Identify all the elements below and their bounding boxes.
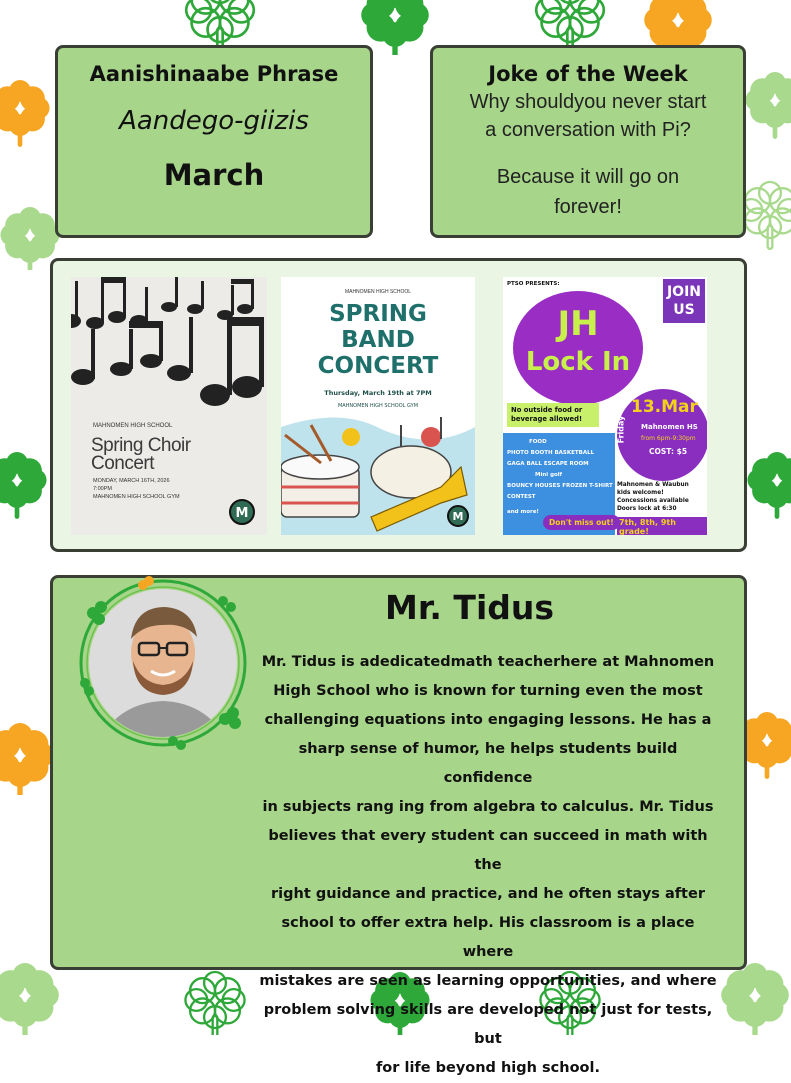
activity-row: [507, 481, 613, 503]
teacher-photo: [73, 573, 253, 753]
lockin-grades: 7th, 8th, 9th grade!: [617, 517, 707, 535]
activity-item: FOOD: [529, 439, 547, 445]
activity-item: GAGA BALL: [507, 461, 542, 467]
phrase-translation: March: [163, 158, 265, 192]
lockin-info-line: Concessions available: [617, 498, 689, 504]
bio-line: High School who is known for turning even the most: [273, 683, 703, 699]
lockin-title-line: Lock In: [525, 347, 631, 377]
lockin-day: Friday: [616, 415, 626, 444]
joke-question: [433, 88, 743, 144]
activity-item: ESCAPE ROOM: [543, 461, 589, 467]
clover-icon: [742, 440, 791, 520]
band-title-line: CONCERT: [317, 353, 439, 379]
lock-in-flyer: [503, 277, 707, 535]
activity-row: [507, 448, 613, 459]
lockin-date: 13.Mar: [631, 397, 698, 417]
avatar: [73, 573, 253, 753]
clover-icon: [170, 965, 260, 1035]
joke-answer-line: Because it will go on: [496, 166, 680, 188]
lockin-title-line: JH: [557, 304, 599, 344]
food-note-line: beverage allowed!: [511, 415, 583, 423]
bio-line: school to offer extra help. His classroom is a place where: [281, 915, 695, 960]
bio-line: right guidance and practice, and he often stays after: [271, 886, 705, 902]
joke-answer-line: forever!: [554, 196, 622, 218]
event-flyers: [50, 258, 747, 552]
band-title-line: BAND: [341, 327, 415, 353]
join-us-badge: [663, 279, 705, 323]
choir-title: [91, 437, 191, 473]
band-title-line: SPRING: [329, 301, 427, 327]
ojibwe-phrase: Aandego-giizis: [119, 106, 309, 136]
choir-date: MONDAY, MARCH 16TH, 2026: [93, 478, 170, 484]
food-note-line: No outside food or: [511, 406, 583, 414]
lockin-info-line: kids welcome!: [617, 490, 664, 496]
phrase-card: [55, 45, 373, 238]
activity-item: PHOTO BOOTH: [507, 450, 553, 456]
bio-line: in subjects rang ing from algebra to calculus. Mr. Tidus: [262, 799, 714, 815]
activity-item: FROZEN T-SHIRT CONTEST: [507, 483, 613, 500]
food-note: [507, 403, 599, 427]
band-date: Thursday, March 19th at 7PM: [324, 389, 432, 397]
activity-item: Mini golf: [535, 472, 563, 478]
clover-icon: [0, 68, 55, 148]
choir-school: MAHNOMEN HIGH SCHOOL: [93, 423, 173, 429]
teacher-bio: [258, 648, 718, 1083]
clover-icon: [525, 0, 615, 50]
bio-line: mistakes are seen as learning opportunities, and where: [259, 973, 717, 989]
choir-venue: MAHNOMEN HIGH SCHOOL GYM: [93, 494, 180, 500]
joke-answer: [433, 162, 743, 222]
bio-line: for life beyond high school.: [376, 1060, 600, 1076]
bio-line: sharp sense of humor, he helps students build confidence: [298, 741, 678, 786]
school-logo-badge: M: [229, 499, 255, 525]
lockin-info: [617, 481, 707, 513]
join-us-line: US: [673, 302, 695, 318]
activity-item: and more!: [507, 509, 539, 515]
band-concert-flyer: [281, 277, 475, 535]
miss-out-badge: Don't miss out!: [543, 515, 620, 530]
teacher-name: Mr. Tidus: [385, 588, 555, 627]
band-school: MAHNOMEN HIGH SCHOOL: [344, 289, 412, 295]
lockin-info-line: Mahnomen & Waubun: [617, 482, 689, 488]
lockin-cost: COST: $5: [649, 447, 688, 456]
phrase-card-title: Aanishinaabe Phrase: [89, 62, 339, 86]
instruments-illustration: [281, 407, 475, 535]
bio-line: problem solving skills are developed not just for tests, but: [263, 1002, 713, 1047]
music-notes-icon: [71, 277, 267, 417]
activity-item: BOUNCY HOUSES: [507, 483, 561, 489]
clover-icon: [0, 440, 52, 520]
bio-line: Mr. Tidus is adedicatedmath teacherhere at Mahnomen: [261, 654, 715, 670]
lockin-info-line: Doors lock at 6:30: [617, 506, 677, 512]
choir-title-line: Spring Choir: [91, 435, 191, 456]
activities-list: [507, 437, 613, 518]
joke-question-line: Why shouldyou never start: [469, 91, 707, 113]
band-venue: MAHNOMEN HIGH SCHOOL GYM: [337, 403, 419, 409]
activity-item: BASKETBALL: [554, 450, 595, 456]
joke-question-line: a conversation with Pi?: [485, 119, 691, 141]
joke-card: [430, 45, 746, 238]
choir-title-line: Concert: [91, 453, 155, 474]
lockin-time: from 6pm-9:30pm: [641, 435, 696, 442]
activity-row: [507, 459, 613, 470]
joke-card-title: Joke of the Week: [488, 62, 688, 86]
clover-icon: [175, 0, 265, 50]
lockin-presenter: PTSO PRESENTS:: [507, 281, 560, 287]
band-title: [281, 301, 475, 379]
lockin-title: [513, 305, 643, 381]
lockin-location: Mahnomen HS: [641, 423, 698, 431]
school-logo-badge: M: [447, 505, 469, 527]
choir-time: 7:00PM: [93, 486, 112, 492]
join-us-line: JOIN: [666, 284, 702, 300]
choir-concert-flyer: [71, 277, 267, 535]
clover-icon: [740, 60, 791, 140]
bio-line: challenging equations into engaging lessons. He has a: [264, 712, 712, 728]
bio-line: believes that every student can succeed in math with the: [268, 828, 708, 873]
choir-details: [93, 477, 180, 501]
teacher-spotlight-card: [50, 575, 747, 1076]
